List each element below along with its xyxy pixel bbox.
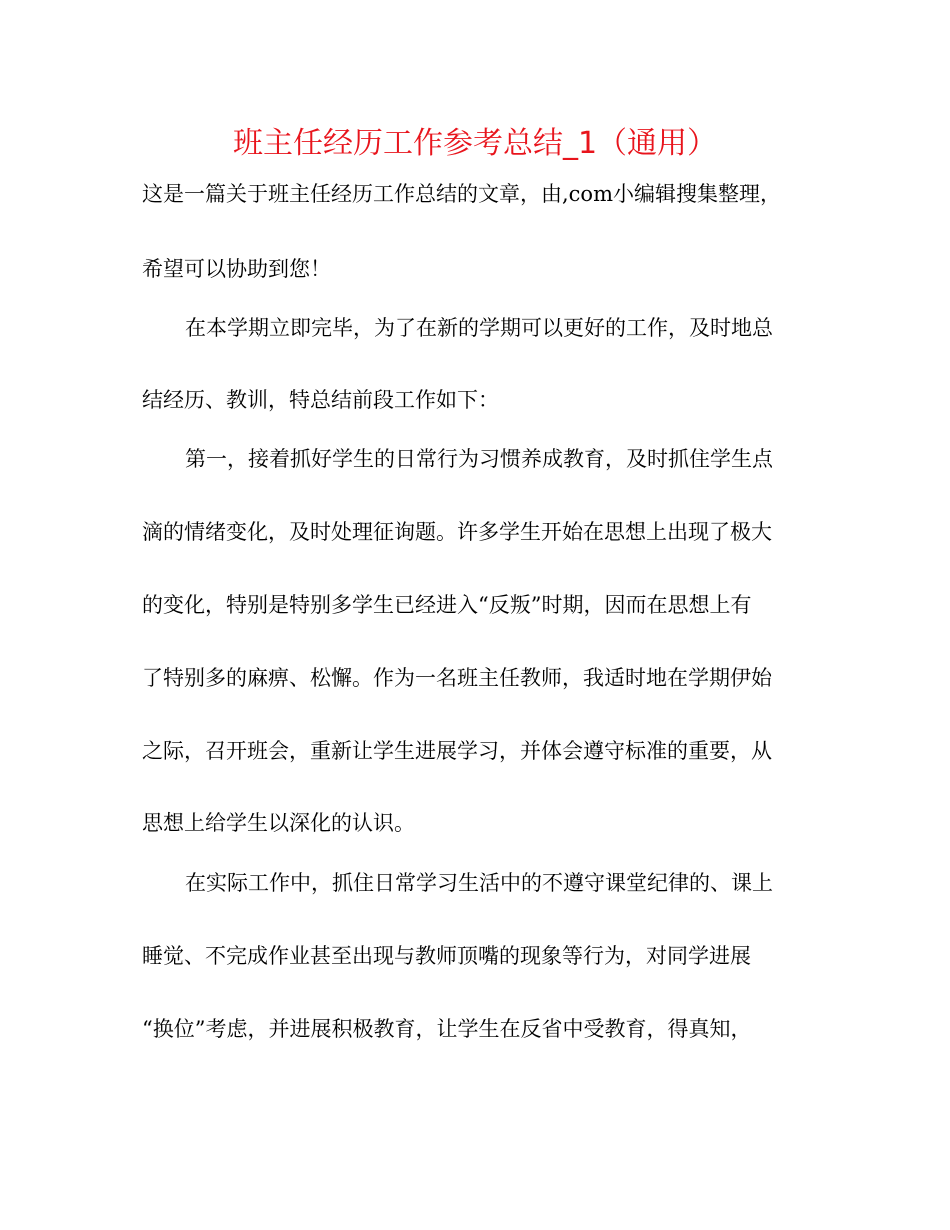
text-line: 思想上给学生以深化的认识。 [142,811,415,835]
paragraph-first-line: 在本学期立即完毕，为了在新的学期可以更好的工作，及时地总 [185,316,773,340]
text-line: 结经历、教训，特总结前段工作如下： [142,388,499,412]
text-line: 这是一篇关于班主任经历工作总结的文章，由,com小编辑搜集整理， [142,182,781,206]
paragraph-first-line: 第一，接着抓好学生的日常行为习惯养成教育，及时抓住学生点 [185,447,773,471]
text-line: “换位”考虑，并进展积极教育，让学生在反省中受教育，得真知， [142,1017,752,1041]
text-line: 之际，召开班会，重新让学生进展学习，并体会遵守标准的重要，从 [142,739,772,763]
text-line: 的变化，特别是特别多学生已经进入“反叛”时期，因而在思想上有 [142,593,752,617]
document-title: 班主任经历工作参考总结_1（通用） [232,126,718,161]
text-line: 了特别多的麻痹、松懈。作为一名班主任教师，我适时地在学期伊始 [142,666,772,690]
paragraph-first-line: 在实际工作中，抓住日常学习生活中的不遵守课堂纪律的、课上 [185,871,773,895]
text-line: 希望可以协助到您！ [142,257,331,281]
text-line: 睡觉、不完成作业甚至出现与教师顶嘴的现象等行为，对同学进展 [142,944,751,968]
text-line: 滴的情绪变化，及时处理征询题。许多学生开始在思想上出现了极大 [142,520,772,544]
